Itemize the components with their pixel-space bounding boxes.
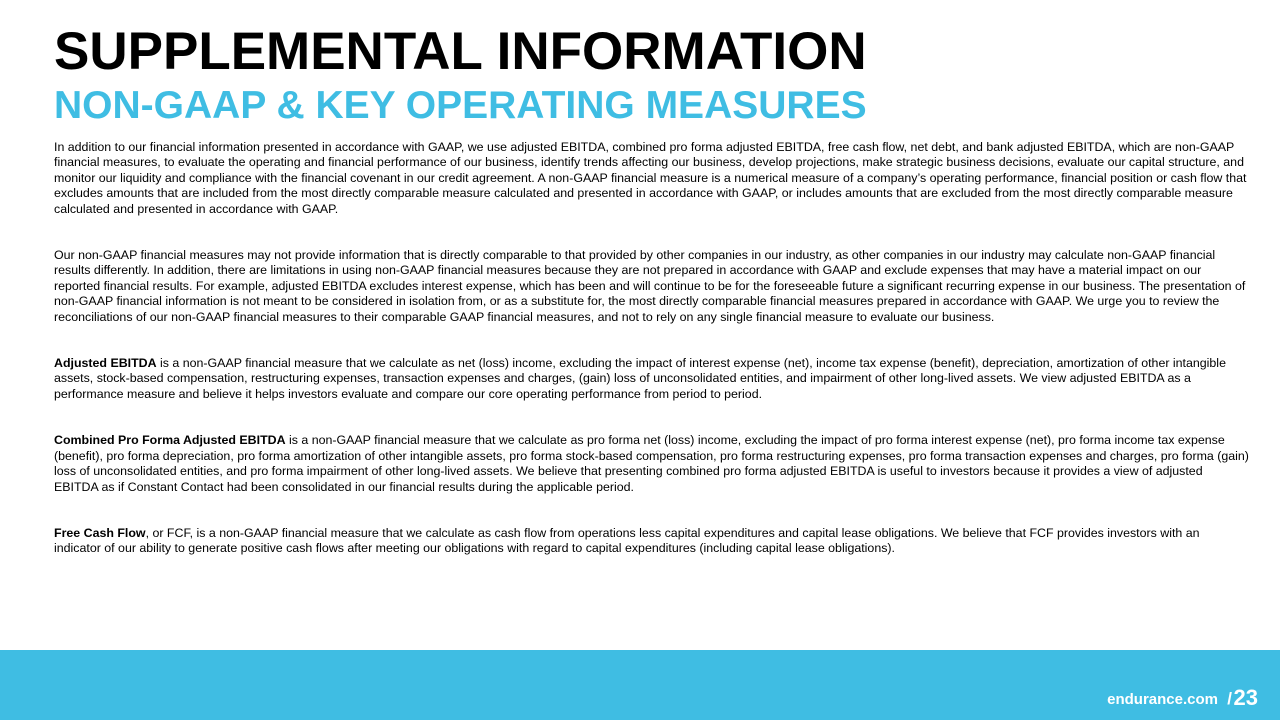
adjusted-ebitda-definition: is a non-GAAP financial measure that we calculate as net (loss) income, excluding the impact of interest expense (net), income tax expense (benefit), depreciation, amortization of other intangible assets, stock-based compensation, restructuring expenses, transaction expenses and charges, (gain) loss of unconsolidated entities, and impairment of other long-lived assets. We view adjusted EBITDA as a performance measure and believe it helps investors evaluate and compare our core operating performance from period to period.: [54, 356, 1226, 401]
adjusted-ebitda-paragraph: [54, 356, 1249, 402]
combined-pro-forma-term: Combined Pro Forma Adjusted EBITDA: [54, 433, 286, 448]
body-text: [54, 140, 1249, 557]
intro-paragraph: In addition to our financial information presented in accordance with GAAP, we use adjusted EBITDA, combined pro forma adjusted EBITDA, free cash flow, net debt, and bank adjusted EBITDA, which are non-GAAP financial measures, to evaluate the operating and financial performance of our business, identify trends affecting our business, develop projections, make strategic business decisions, evaluate our capital structure, and monitor our liquidity and compliance with the financial covenant in our credit agreement. A non-GAAP financial measure is a numerical measure of a company’s operating performance, financial position or cash flow that excludes amounts that are included from the most directly comparable measure calculated and presented in accordance with GAAP, or includes amounts that are excluded from the most directly comparable measure calculated and presented in accordance with GAAP.: [54, 140, 1247, 216]
combined-pro-forma-paragraph: [54, 433, 1249, 495]
caveat-paragraph: Our non-GAAP financial measures may not provide information that is directly comparable to that provided by other companies in our industry, as other companies in our industry may calculate non-GAAP financial results differently. In addition, there are limitations in using non-GAAP financial measures because they are not prepared in accordance with GAAP and exclude expenses that may have a material impact on our reported financial results. For example, adjusted EBITDA excludes interest expense, which has been and will continue to be for the foreseeable future a significant recurring expense in our business. The presentation of non-GAAP financial information is not meant to be considered in isolation from, or as a substitute for, the most directly comparable financial measures prepared in accordance with GAAP. We urge you to review the reconciliations of our non-GAAP financial measures to their comparable GAAP financial measures, and not to rely on any single financial measure to evaluate our business.: [54, 248, 1246, 324]
page-subtitle: NON-GAAP & KEY OPERATING MEASURES: [54, 84, 867, 127]
page-title: SUPPLEMENTAL INFORMATION: [54, 22, 867, 81]
footer-separator: /: [1227, 689, 1232, 708]
combined-pro-forma-definition: is a non-GAAP financial measure that we calculate as pro forma net (loss) income, excluding the impact of pro forma interest expense (net), pro forma income tax expense (benefit), pro forma depreciation, pro forma amortization of other intangible assets, pro forma stock-based compensation, pro forma restructuring expenses, pro forma transaction expenses and charges, pro forma (gain) loss of unconsolidated entities, and pro forma impairment of other long-lived assets. We believe that presenting combined pro forma adjusted EBITDA is useful to investors because it provides a view of adjusted EBITDA as if Constant Contact had been consolidated in our financial results during the applicable period.: [54, 433, 1249, 494]
footer-site-name: endurance.com: [1107, 691, 1218, 708]
free-cash-flow-paragraph: [54, 526, 1249, 557]
free-cash-flow-definition: , or FCF, is a non-GAAP financial measure that we calculate as cash flow from operations less capital expenditures and capital lease obligations. We believe that FCF provides investors with an indicator of our ability to generate positive cash flows after meeting our obligations with regard to capital expenditures (including capital lease obligations).: [54, 525, 1200, 556]
free-cash-flow-term: Free Cash Flow: [54, 525, 146, 540]
page-number: 23: [1233, 685, 1258, 710]
adjusted-ebitda-term: Adjusted EBITDA: [54, 356, 157, 371]
footer-bar: [0, 650, 1280, 720]
